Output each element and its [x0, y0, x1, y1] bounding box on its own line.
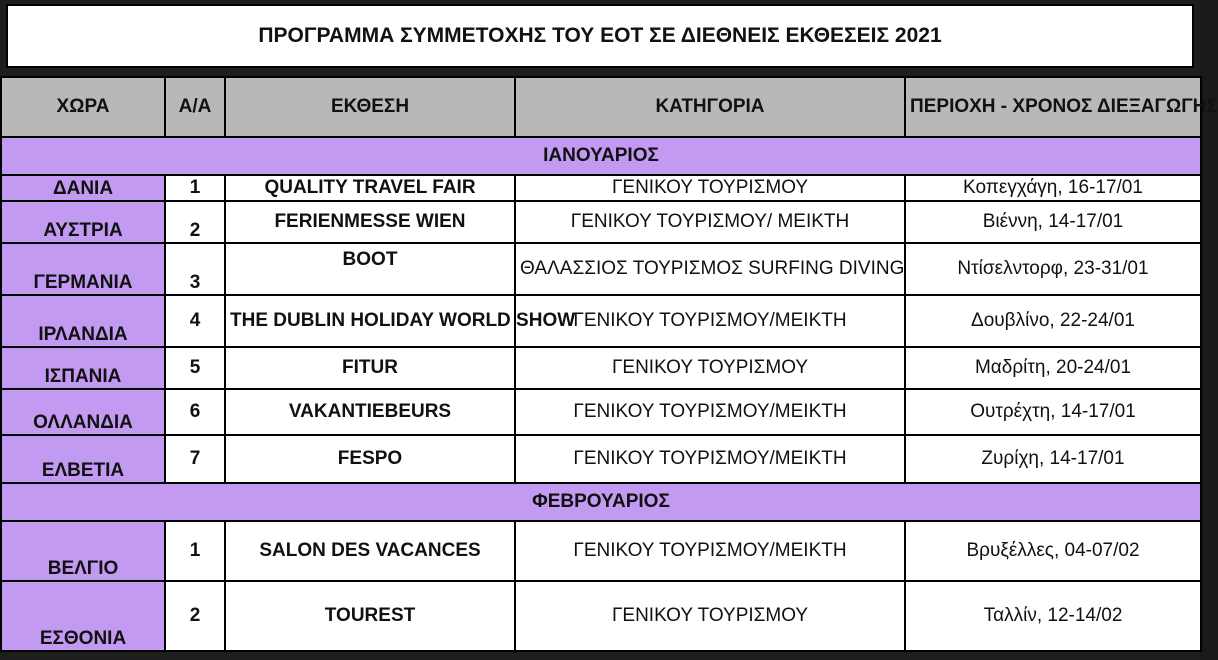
table-row [1, 175, 1201, 201]
cell-category: ΓΕΝΙΚΟΥ ΤΟΥΡΙΣΜΟΥ [515, 175, 905, 201]
cell-location: Βρυξέλλες, 04-07/02 [905, 521, 1201, 581]
table-row [1, 435, 1201, 483]
cell-country: ΑΥΣΤΡΙΑ [1, 201, 165, 243]
cell-fair: THE DUBLIN HOLIDAY WORLD SHOW [225, 295, 515, 347]
cell-country: ΕΣΘΟΝΙΑ [1, 581, 165, 651]
cell-fair: BOOT [225, 243, 515, 295]
table-row [1, 521, 1201, 581]
header-index: Α/Α [165, 77, 225, 137]
table-row [1, 243, 1201, 295]
header-location: ΠΕΡΙΟΧΗ - ΧΡΟΝΟΣ ΔΙΕΞΑΓΩΓΗΣ [905, 77, 1201, 137]
cell-index: 7 [165, 435, 225, 483]
header-country: ΧΩΡΑ [1, 77, 165, 137]
cell-index: 6 [165, 389, 225, 435]
cell-location: Μαδρίτη, 20-24/01 [905, 347, 1201, 389]
exhibitions-table [0, 76, 1218, 652]
cell-index: 4 [165, 295, 225, 347]
month-row-january [1, 137, 1201, 175]
cell-country: ΓΕΡΜΑΝΙΑ [1, 243, 165, 295]
cell-location: Ταλλίν, 12-14/02 [905, 581, 1201, 651]
cell-category: ΓΕΝΙΚΟΥ ΤΟΥΡΙΣΜΟΥ/ ΜΕΙΚΤΗ [515, 201, 905, 243]
cell-index: 1 [165, 521, 225, 581]
cell-category: ΓΕΝΙΚΟΥ ΤΟΥΡΙΣΜΟΥ/ΜΕΙΚΤΗ [515, 435, 905, 483]
cell-category: ΘΑΛΑΣΣΙΟΣ ΤΟΥΡΙΣΜΟΣ SURFING DIVING [515, 243, 905, 295]
cell-fair: FESPO [225, 435, 515, 483]
cell-location: Δουβλίνο, 22-24/01 [905, 295, 1201, 347]
cell-country: ΙΡΛΑΝΔΙΑ [1, 295, 165, 347]
cell-category: ΓΕΝΙΚΟΥ ΤΟΥΡΙΣΜΟΥ/ΜΕΙΚΤΗ [515, 521, 905, 581]
cell-fair: FERIENMESSE WIEN [225, 201, 515, 243]
table-row [1, 347, 1201, 389]
table-row [1, 581, 1201, 651]
month-row-february [1, 483, 1201, 521]
cell-category: ΓΕΝΙΚΟΥ ΤΟΥΡΙΣΜΟΥ [515, 347, 905, 389]
cell-country: ΕΛΒΕΤΙΑ [1, 435, 165, 483]
table-row [1, 295, 1201, 347]
cell-fair: SALON DES VACANCES [225, 521, 515, 581]
table-row [1, 201, 1201, 243]
cell-category: ΓΕΝΙΚΟΥ ΤΟΥΡΙΣΜΟΥ/ΜΕΙΚΤΗ [515, 295, 905, 347]
cell-fair: FITUR [225, 347, 515, 389]
month-label: ΙΑΝΟΥΑΡΙΟΣ [1, 137, 1201, 175]
cell-fair: QUALITY TRAVEL FAIR [225, 175, 515, 201]
cell-index: 1 [165, 175, 225, 201]
cell-fair: VAKANTIEBEURS [225, 389, 515, 435]
cell-location: Βιέννη, 14-17/01 [905, 201, 1201, 243]
cell-category: ΓΕΝΙΚΟΥ ΤΟΥΡΙΣΜΟΥ [515, 581, 905, 651]
cell-location: Ζυρίχη, 14-17/01 [905, 435, 1201, 483]
cell-location: Κοπεγχάγη, 16-17/01 [905, 175, 1201, 201]
cell-location: Ουτρέχτη, 14-17/01 [905, 389, 1201, 435]
table-row [1, 389, 1201, 435]
cell-country: ΔΑΝΙΑ [1, 175, 165, 201]
cell-index: 3 [165, 243, 225, 295]
cell-country: ΒΕΛΓΙΟ [1, 521, 165, 581]
cell-fair: TOUREST [225, 581, 515, 651]
page-title: ΠΡΟΓΡΑΜΜΑ ΣΥΜΜΕΤΟΧΗΣ ΤΟΥ ΕΟΤ ΣΕ ΔΙΕΘΝΕΙΣ ΕΚΘΕΣΕΙΣ 2021 [6, 4, 1194, 68]
cell-index: 2 [165, 201, 225, 243]
cell-country: ΙΣΠΑΝΙΑ [1, 347, 165, 389]
table-header-row [1, 77, 1201, 137]
cell-location: Ντίσελντορφ, 23-31/01 [905, 243, 1201, 295]
header-fair: ΕΚΘΕΣΗ [225, 77, 515, 137]
cell-country: ΟΛΛΑΝΔΙΑ [1, 389, 165, 435]
cell-index: 2 [165, 581, 225, 651]
header-category: ΚΑΤΗΓΟΡΙΑ [515, 77, 905, 137]
month-label: ΦΕΒΡΟΥΑΡΙΟΣ [1, 483, 1201, 521]
cell-category: ΓΕΝΙΚΟΥ ΤΟΥΡΙΣΜΟΥ/ΜΕΙΚΤΗ [515, 389, 905, 435]
cell-index: 5 [165, 347, 225, 389]
